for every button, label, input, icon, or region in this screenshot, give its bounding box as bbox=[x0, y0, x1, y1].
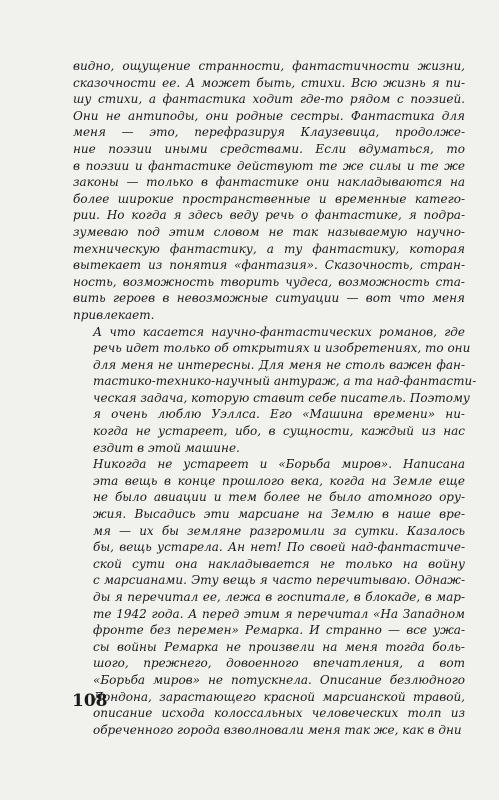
text-line: законы — только в фантастике они накладываются на bbox=[73, 175, 465, 190]
text-line: те 1942 года. А перед этим я перечитал «На Западном bbox=[93, 606, 465, 621]
text-line: более широкие пространственные и временные катего- bbox=[73, 191, 465, 206]
text-line: видно, ощущение странности, фантастичности жизни, bbox=[73, 59, 465, 73]
text-line: «Борьба миров» не потускнела. Описание безлюдного bbox=[93, 672, 465, 687]
text-line: ность, возможность творить чудеса, возможность ста- bbox=[73, 274, 465, 289]
text-line: обреченного города взволновали меня так же, как в дни bbox=[93, 722, 462, 737]
text-line: для меня не интересны. Для меня не столь важен фан- bbox=[93, 357, 465, 372]
text-line: вить героев в невозможные ситуации — вот что меня bbox=[73, 291, 465, 306]
text-line: вытекает из понятия «фантазия». Сказочность, стран- bbox=[73, 258, 465, 273]
paragraph-3 bbox=[73, 456, 465, 738]
text-line: описание исхода колоссальных человеческих толп из bbox=[93, 706, 465, 721]
text-line: меня — это, перефразируя Клаузевица, продолже- bbox=[73, 125, 465, 140]
text-line: тастико-технико-научный антураж, а та над-фантасти- bbox=[93, 374, 477, 389]
text-line: шого, прежнего, довоенного впечатления, а вот bbox=[93, 656, 465, 671]
text-line: мя — их бы земляне разгромили за сутки. Казалось bbox=[93, 523, 465, 538]
text-line: ние поэзии иными средствами. Если вдуматься, то bbox=[73, 141, 465, 156]
text-line: жия. Высадись эти марсиане на Землю в наше вре- bbox=[93, 507, 465, 522]
paragraph-2 bbox=[73, 324, 477, 457]
text-line: шу стихи, а фантастика ходит где-то рядом с поэзией. bbox=[73, 92, 465, 107]
text-line: фронте без перемен» Ремарка. И странно — все ужа- bbox=[93, 623, 465, 638]
paragraph-1 bbox=[73, 58, 465, 324]
text-line: эта вещь в конце прошлого века, когда на Земле еще bbox=[93, 473, 465, 488]
text-line: А что касается научно-фантастических романов, где bbox=[93, 324, 465, 339]
text-line: Лондона, зарастающего красной марсианской травой, bbox=[93, 689, 465, 704]
text-line: Они не антиподы, они родные сестры. Фантастика для bbox=[73, 108, 465, 123]
text-line: ды я перечитал ее, лежа в госпитале, в блокаде, в мар- bbox=[93, 590, 465, 604]
text-line: зумеваю под этим словом не так называемую научно- bbox=[73, 224, 465, 239]
text-line: не было авиации и тем более не было атомного ору- bbox=[93, 490, 465, 505]
text-line: сказочности ее. А может быть, стихи. Всю жизнь я пи- bbox=[73, 75, 465, 90]
text-line: когда не устареет, ибо, в сущности, каждый из нас bbox=[93, 424, 465, 439]
text-line: техническую фантастику, а ту фантастику, которая bbox=[73, 241, 465, 256]
text-line: в поэзии и фантастике действуют те же силы и те же bbox=[73, 158, 465, 173]
text-line: с марсианами. Эту вещь я часто перечитываю. Однаж- bbox=[93, 573, 465, 588]
text-line: сы войны Ремарка не произвели на меня тогда боль- bbox=[93, 639, 465, 654]
page-body bbox=[73, 58, 477, 738]
text-line: речь идет только об открытиях и изобретениях, то они bbox=[93, 341, 471, 356]
page-number: 108 bbox=[72, 691, 108, 711]
text-line: ческая задача, которую ставит себе писатель. Поэтому bbox=[93, 390, 470, 405]
text-line: ской сути она накладывается не только на войну bbox=[93, 556, 465, 571]
text-line: я очень люблю Уэллса. Его «Машина времени» ни- bbox=[93, 407, 465, 422]
text-line: привлекает. bbox=[73, 307, 155, 322]
text-line: ездит в этой машине. bbox=[93, 440, 240, 455]
text-line: бы, вещь устарела. Ан нет! По своей над-фантастиче- bbox=[93, 540, 465, 555]
text-line: рии. Но когда я здесь веду речь о фантастике, я подра- bbox=[73, 208, 465, 223]
text-line: Никогда не устареет и «Борьба миров». Написана bbox=[93, 457, 465, 472]
